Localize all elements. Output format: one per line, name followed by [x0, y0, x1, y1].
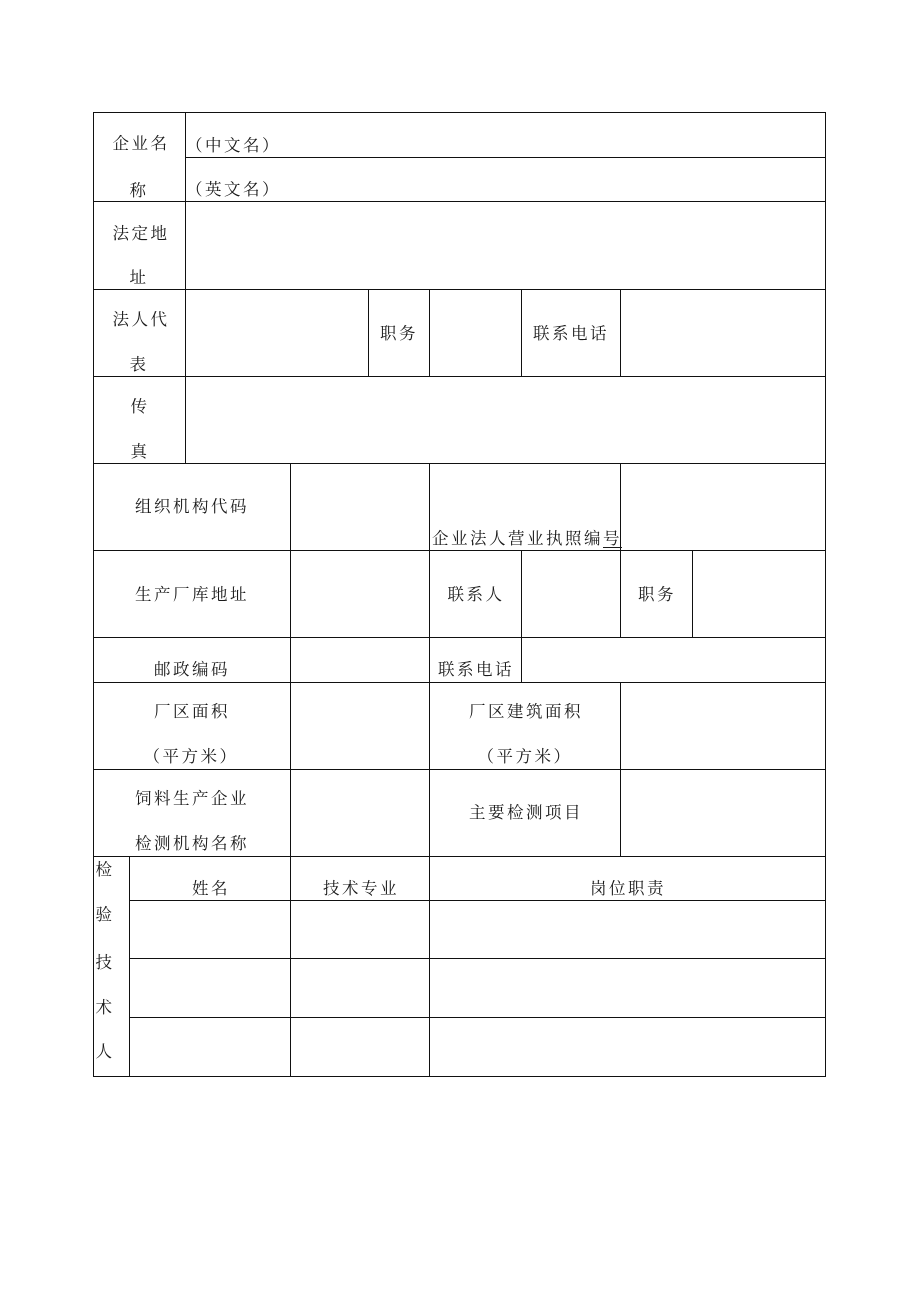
org-code-label: 组织机构代码	[135, 497, 249, 516]
company-name-label-2: 称	[129, 181, 149, 200]
position-label: 职务	[380, 324, 418, 343]
fax-label-2: 真	[130, 442, 150, 461]
company-name-label-1: 企业名	[112, 134, 170, 153]
main-tests-field[interactable]	[621, 770, 825, 856]
fax-field[interactable]	[186, 377, 825, 463]
factory-address-label: 生产厂库地址	[135, 585, 249, 604]
staff-row-2-name[interactable]	[130, 959, 290, 1017]
building-area-label-1: 厂区建筑面积	[469, 702, 583, 721]
postal-code-label: 邮政编码	[154, 660, 230, 679]
legal-address-field[interactable]	[186, 202, 825, 288]
legal-rep-label-1: 法人代	[112, 310, 170, 329]
staff-row-1-duty[interactable]	[430, 901, 825, 958]
staff-row-1-specialty[interactable]	[291, 901, 429, 958]
legal-rep-field[interactable]	[186, 290, 368, 376]
chinese-name-field[interactable]	[270, 113, 824, 156]
legal-rep-label-2: 表	[129, 355, 149, 374]
rule-factory-c4	[620, 550, 621, 637]
staff-section-char-1: 检	[95, 860, 115, 879]
english-name-field[interactable]	[270, 158, 824, 200]
rule-right	[825, 112, 826, 1077]
contact-person-label: 联系人	[447, 585, 505, 604]
contact-phone-label-2: 联系电话	[438, 660, 514, 679]
lab-name-field[interactable]	[291, 770, 429, 856]
rule-left	[93, 112, 94, 1077]
building-area-field[interactable]	[621, 683, 825, 769]
fax-label-1: 传	[130, 397, 150, 416]
staff-section-char-5: 人	[95, 1042, 115, 1061]
factory-address-field[interactable]	[291, 551, 429, 637]
rule-after-lab	[93, 856, 826, 857]
rule-bottom	[93, 1076, 826, 1077]
staff-header-duty: 岗位职责	[590, 879, 666, 898]
legal-address-label-2: 址	[129, 268, 149, 287]
chinese-name-hint: （中文名）	[186, 136, 281, 155]
staff-section-char-4: 术	[95, 998, 115, 1017]
license-no-field[interactable]	[621, 464, 825, 550]
legal-rep-position-field[interactable]	[430, 290, 521, 376]
license-no-label-end: 号	[603, 529, 622, 548]
staff-section-char-3: 技	[95, 953, 115, 972]
staff-header-specialty: 技术专业	[323, 879, 399, 898]
lab-name-label-1: 饲料生产企业	[135, 789, 249, 808]
staff-row-2-duty[interactable]	[430, 959, 825, 1017]
contact-phone-field[interactable]	[522, 638, 825, 682]
staff-row-3-specialty[interactable]	[291, 1018, 429, 1076]
staff-section-char-2: 验	[95, 905, 115, 924]
position-label-2: 职务	[638, 585, 676, 604]
lab-name-label-2: 检测机构名称	[135, 834, 249, 853]
license-no-label	[432, 529, 622, 549]
contact-phone-label: 联系电话	[533, 324, 609, 343]
staff-row-3-duty[interactable]	[430, 1018, 825, 1076]
org-code-field[interactable]	[291, 464, 429, 550]
contact-position-field[interactable]	[693, 551, 825, 637]
staff-header-name: 姓名	[192, 879, 230, 898]
rule-legal-rep-c1	[368, 289, 369, 376]
staff-row-2-specialty[interactable]	[291, 959, 429, 1017]
factory-area-label-1: 厂区面积	[154, 702, 230, 721]
legal-address-label-1: 法定地	[112, 224, 170, 243]
english-name-hint: （英文名）	[186, 180, 281, 199]
rule-legal-rep-c3	[521, 289, 522, 376]
legal-rep-phone-field[interactable]	[621, 290, 825, 376]
license-no-label-main: 企业法人营业执照编	[432, 529, 603, 548]
main-tests-label: 主要检测项目	[469, 803, 583, 822]
staff-row-1-name[interactable]	[130, 901, 290, 958]
building-area-label-2: （平方米）	[477, 747, 573, 766]
factory-area-label-2: （平方米）	[143, 747, 239, 766]
contact-person-field[interactable]	[522, 551, 620, 637]
factory-area-field[interactable]	[291, 683, 429, 769]
staff-row-3-name[interactable]	[130, 1018, 290, 1076]
postal-code-field[interactable]	[291, 638, 429, 682]
